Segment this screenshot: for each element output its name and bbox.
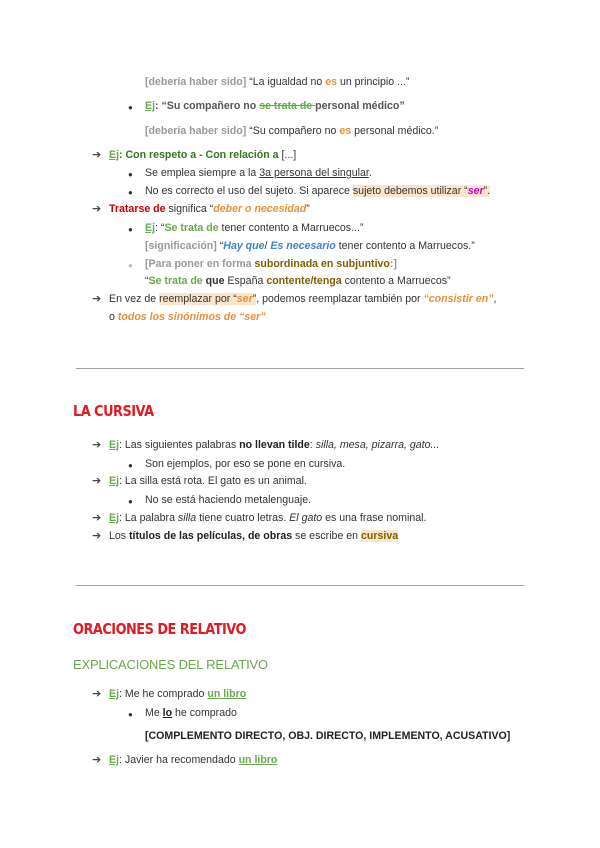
arrow-icon: ➔ <box>92 688 102 700</box>
line-3: [debería haber sido] “Su compañero no es personal médico.” <box>145 125 439 137</box>
arrow-icon: ➔ <box>92 149 102 161</box>
relativo-line-1: Ej: Me he comprado un libro <box>109 688 247 700</box>
cursiva-line-2: Son ejemplos, por eso se pone en cursiva. <box>145 458 346 470</box>
arrow-icon: ➔ <box>92 293 102 305</box>
cursiva-line-4: No se está haciendo metalenguaje. <box>145 494 312 506</box>
arrow-icon: ➔ <box>92 754 102 766</box>
cursiva-line-1: Ej: Las siguientes palabras no llevan tilde: silla, mesa, pizarra, gato... <box>109 439 440 451</box>
cursiva-line-5: Ej: La palabra silla tiene cuatro letras. El gato es una frase nominal. <box>109 512 427 524</box>
cursiva-line-6: Los títulos de las películas, de obras se escribe en cursiva <box>109 530 399 542</box>
subsection-title: EXPLICACIONES DEL RELATIVO <box>73 657 268 672</box>
bullet-icon: ● <box>128 497 133 506</box>
cursiva-line-3: Ej: La silla está rota. El gato es un animal. <box>109 475 307 487</box>
line-12: En vez de reemplazar por “ser”, podemos reemplazar también por “consistir en”, <box>109 293 497 305</box>
line-8: Ej: “Se trata de tener contento a Marruecos...” <box>145 222 364 234</box>
section-title-relativo: ORACIONES DE RELATIVO <box>73 620 246 638</box>
line-7: Tratarse de significa “deber o necesidad” <box>109 203 310 215</box>
arrow-icon: ➔ <box>92 203 102 215</box>
line-11: “Se trata de que España contente/tenga contento a Marruecos” <box>145 275 451 287</box>
arrow-icon: ➔ <box>92 512 102 524</box>
line-1: [debería haber sido] “La igualdad no es un principio ...” <box>145 76 410 88</box>
line-5: Se emplea siempre a la 3a persona del singular. <box>145 167 372 179</box>
line-6: No es correcto el uso del sujeto. Si aparece sujeto debemos utilizar “ser”. <box>145 185 491 197</box>
arrow-icon: ➔ <box>92 475 102 487</box>
line-9: [significación] “Hay que/ Es necesario tener contento a Marruecos.” <box>145 240 475 252</box>
line-10: [Para poner en forma subordinada en subjuntivo:] <box>145 258 397 270</box>
line-2: Ej: “Su compañero no se trata de personal médico” <box>145 100 405 112</box>
bullet-icon: ● <box>128 261 133 270</box>
bullet-icon: ● <box>128 461 133 470</box>
relativo-line-3: [COMPLEMENTO DIRECTO, OBJ. DIRECTO, IMPLEMENTO, ACUSATIVO] <box>145 730 511 742</box>
divider <box>76 368 524 369</box>
bullet-icon: ● <box>128 170 133 179</box>
line-4: Ej: Con respeto a - Con relación a [...] <box>109 149 297 161</box>
bullet-icon: ● <box>128 188 133 197</box>
bullet-icon: ● <box>128 225 133 234</box>
bullet-icon: ● <box>128 103 133 112</box>
relativo-line-4: Ej: Javier ha recomendado un libro <box>109 754 278 766</box>
relativo-line-2: Me lo he comprado <box>145 707 237 719</box>
bullet-icon: ● <box>128 710 133 719</box>
divider <box>76 585 524 586</box>
section-title-cursiva: LA CURSIVA <box>73 402 154 420</box>
line-13: o todos los sinónimos de “ser” <box>109 311 266 323</box>
arrow-icon: ➔ <box>92 439 102 451</box>
arrow-icon: ➔ <box>92 530 102 542</box>
